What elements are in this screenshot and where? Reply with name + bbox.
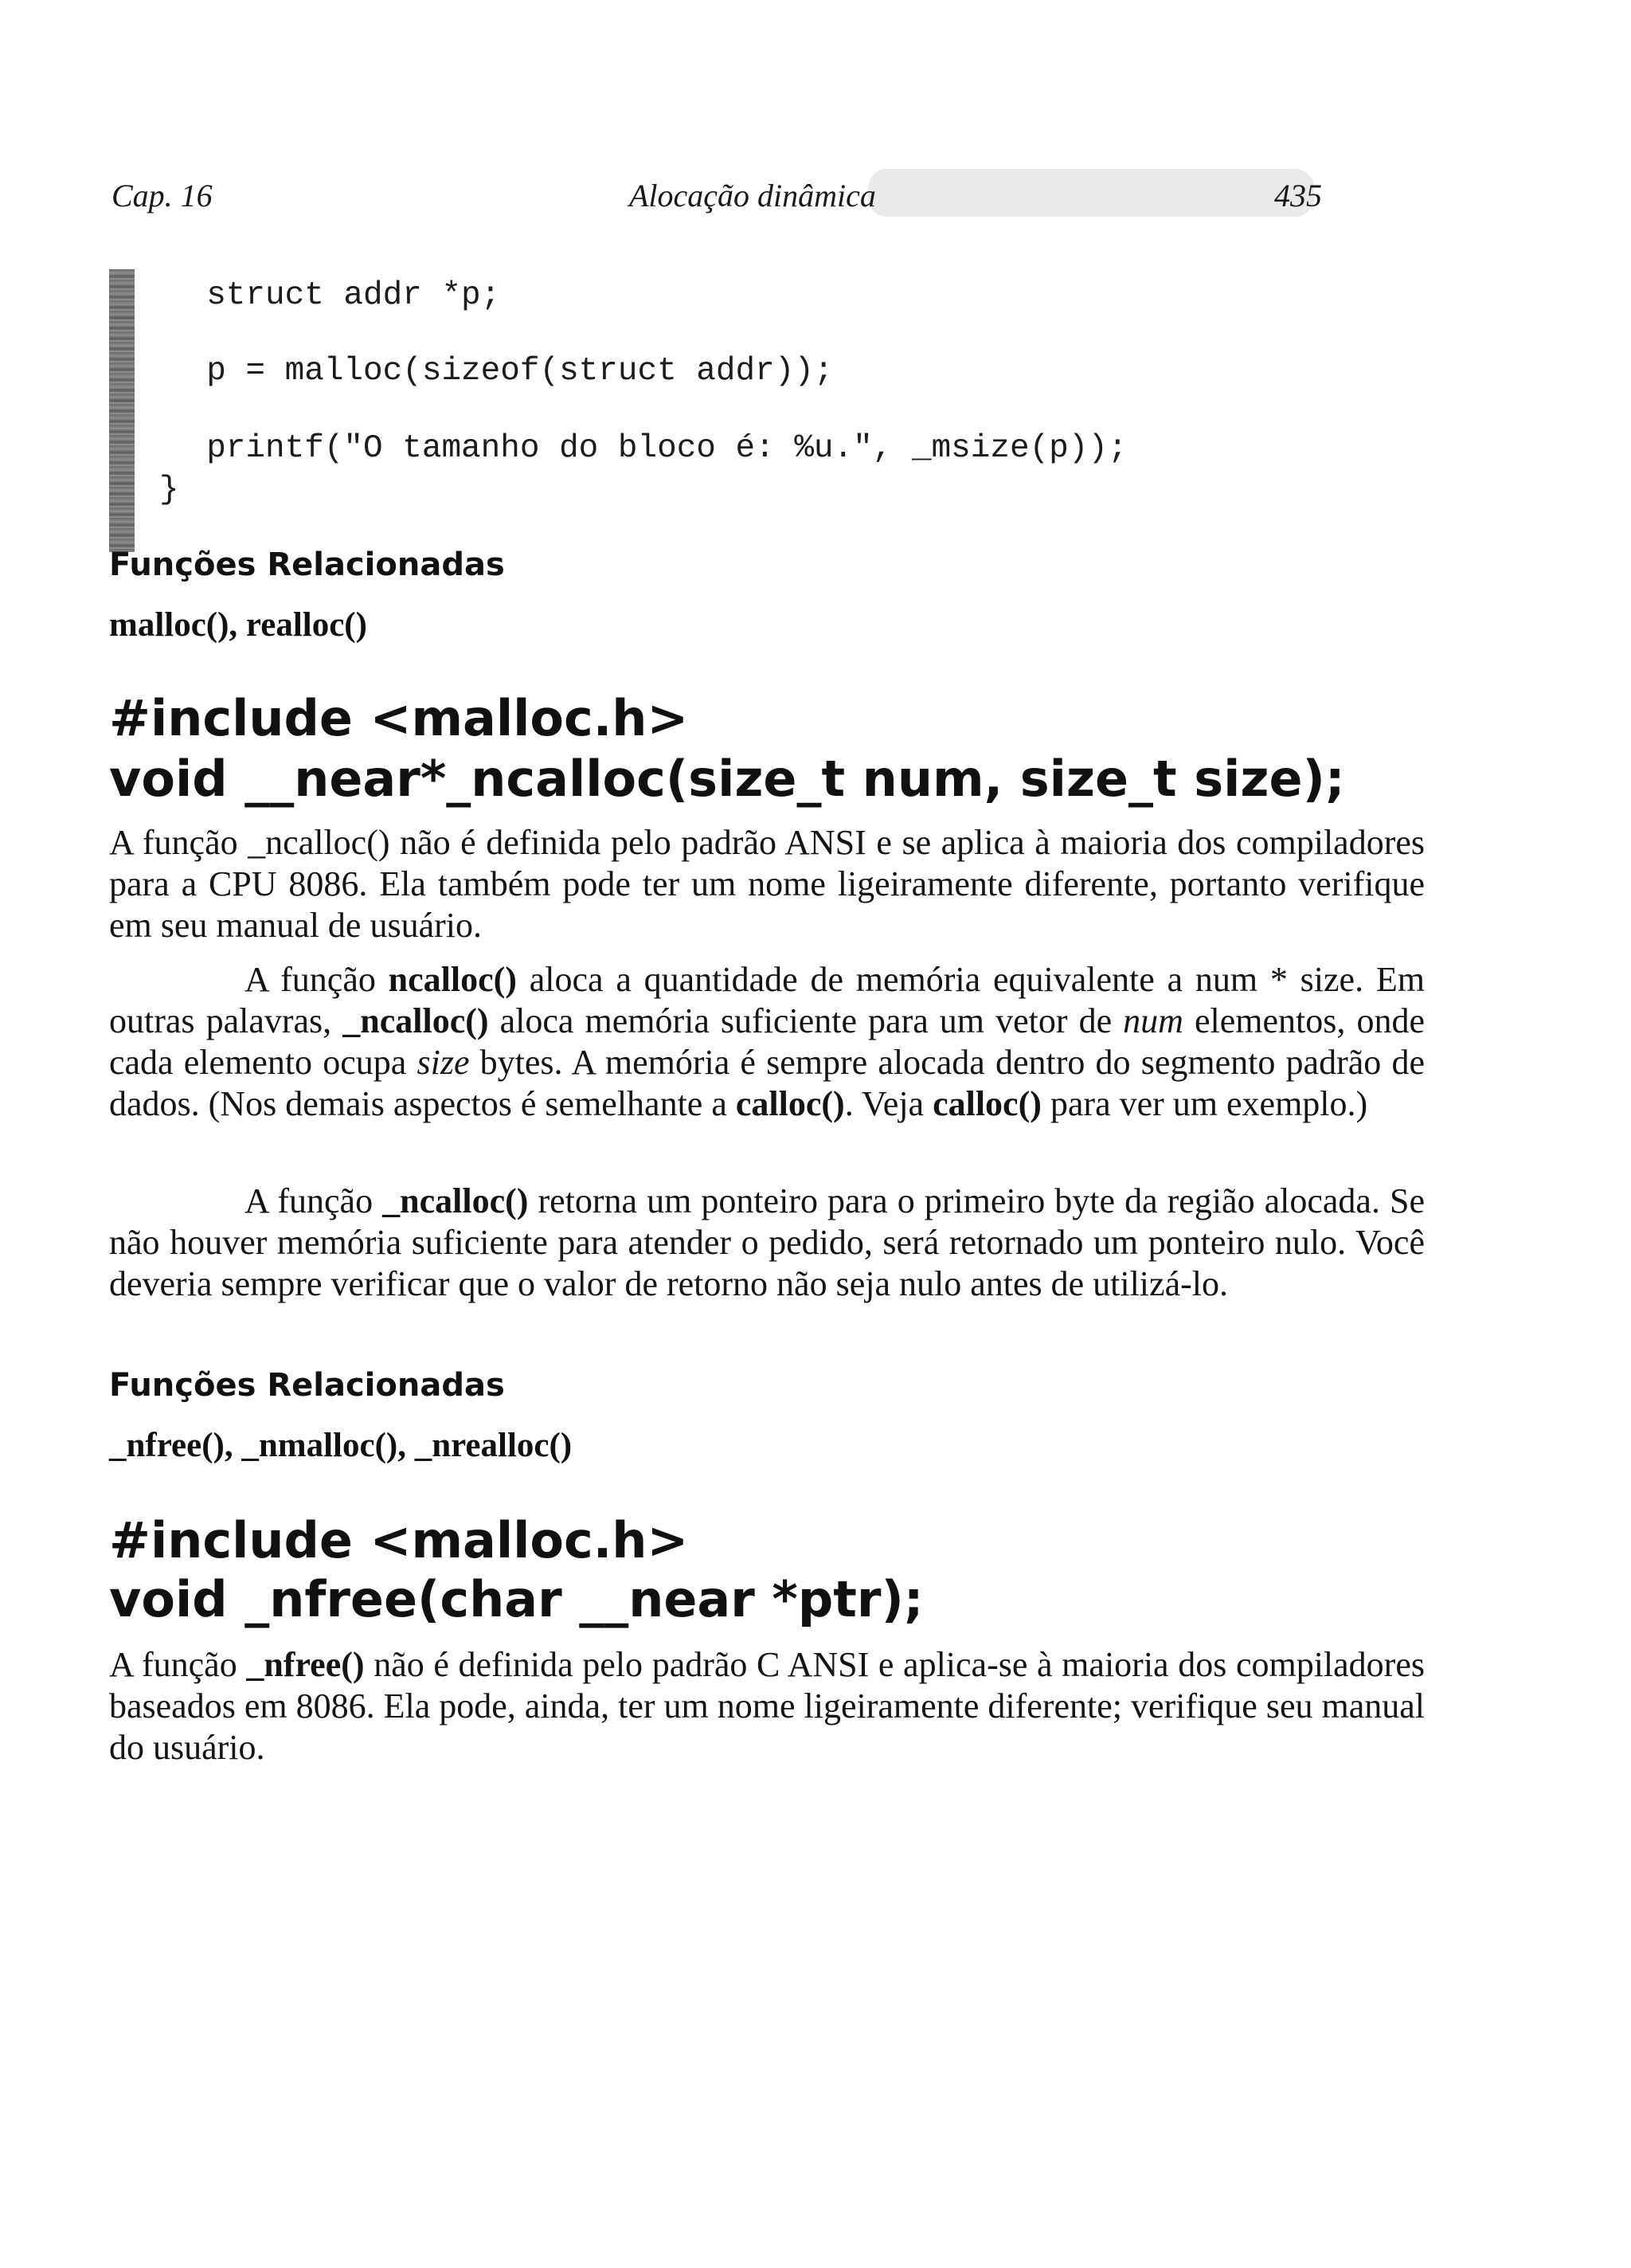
- text-run: A função: [244, 960, 389, 999]
- paragraph: [109, 1644, 1425, 1769]
- code-margin-bar: [109, 269, 135, 552]
- related-functions-heading: Funções Relacionadas: [109, 546, 505, 583]
- function-name: calloc(): [735, 1084, 845, 1123]
- text-run: retorna um ponteiro para o primeiro byte da região alocada. Se não houver memória suficiente para atender o pedido, será retornado um ponteiro nulo. Você deveria sempre verificar que o valor de retorno não seja nulo antes de utilizá-lo.: [109, 1181, 1425, 1303]
- function-prototype: void __near*_ncalloc(size_t num, size_t size);: [109, 750, 1345, 808]
- header-chapter: Cap. 16: [111, 178, 213, 213]
- text-run: A função: [244, 1181, 383, 1220]
- header-page-number: 435: [1274, 178, 1322, 213]
- text-run: não é definida pelo padrão C ANSI e aplica-se à maioria dos compiladores baseados em 8086. Ela pode, ainda, ter um nome ligeiramente diferente; verifique seu manual do usuário.: [109, 1645, 1425, 1767]
- text-run: elementos, onde cada elemento ocupa: [109, 1001, 1425, 1082]
- related-functions-list: _nfree(), _nmalloc(), _nrealloc(): [109, 1427, 573, 1464]
- header-title: Alocação dinâmica: [629, 178, 876, 213]
- text-run: aloca memória suficiente para um vetor de: [488, 1001, 1124, 1040]
- code-line: p = malloc(sizeof(struct addr));: [167, 353, 834, 390]
- parameter-name: num: [1123, 1001, 1183, 1040]
- function-name: ncalloc(): [388, 960, 517, 999]
- related-functions-heading: Funções Relacionadas: [109, 1367, 505, 1404]
- function-name: _ncalloc(): [382, 1181, 529, 1220]
- paragraph-text: A função _ncalloc() não é definida pelo padrão ANSI e se aplica à maioria dos compiladores para a CPU 8086. Ela também pode ter um nome ligeiramente diferente, portanto verifique em seu manual de usuário.: [109, 823, 1425, 945]
- text-run: aloca a quantidade de memória equivalente a num * size. Em outras palavras,: [109, 960, 1425, 1040]
- function-prototype: void _nfree(char __near *ptr);: [109, 1570, 924, 1628]
- text-run: . Veja: [844, 1084, 933, 1123]
- code-line: printf("O tamanho do bloco é: %u.", _msize(p));: [167, 430, 1128, 467]
- function-name: _ncalloc(): [342, 1001, 489, 1040]
- include-directive: #include <malloc.h>: [109, 1511, 689, 1569]
- function-name: calloc(): [933, 1084, 1042, 1123]
- paragraph: [109, 822, 1425, 946]
- related-functions-list: malloc(), realloc(): [109, 606, 367, 644]
- code-line: struct addr *p;: [167, 277, 501, 314]
- text-run: bytes. A memória é sempre alocada dentro do segmento padrão de dados. (Nos demais aspectos é semelhante a: [109, 1043, 1425, 1123]
- function-name: _nfree(): [246, 1645, 365, 1684]
- text-run: para ver um exemplo.): [1041, 1084, 1368, 1123]
- parameter-name: size: [417, 1043, 470, 1082]
- text-run: A função: [109, 1645, 247, 1684]
- header-shading: [868, 169, 1314, 217]
- include-directive: #include <malloc.h>: [109, 689, 689, 747]
- paragraph: [109, 1181, 1425, 1305]
- code-line: }: [159, 472, 179, 508]
- paragraph: [109, 959, 1425, 1125]
